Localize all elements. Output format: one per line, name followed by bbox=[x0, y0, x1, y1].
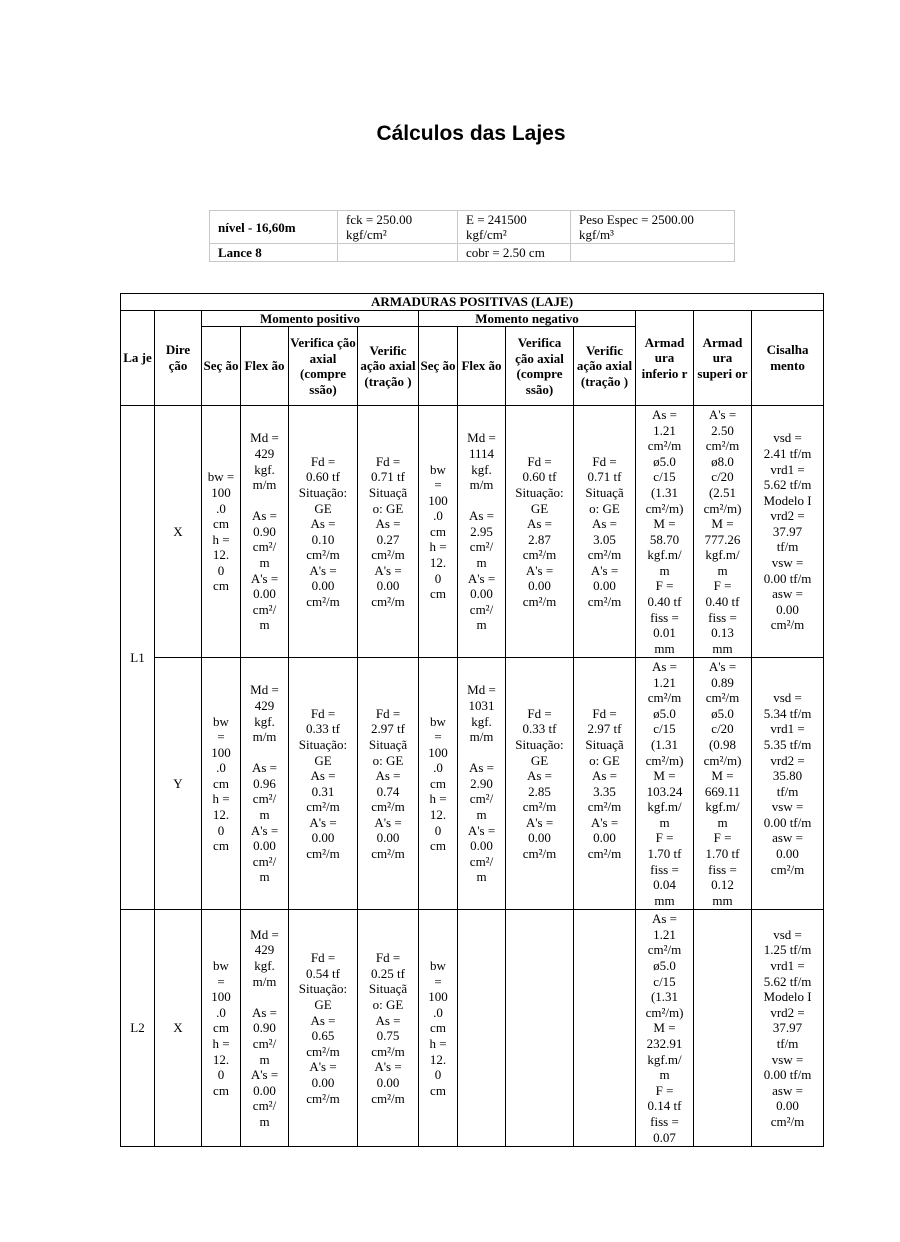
traction-neg-cell bbox=[574, 910, 636, 1147]
lower-reinforcement-cell: As = 1.21 cm²/m ø5.0 c/15 (1.31 cm²/m) M = 58.70 kgf.m/ m F = 0.40 tf fiss = 0.01 mm bbox=[636, 406, 694, 658]
page-title: Cálculos das Lajes bbox=[376, 122, 566, 145]
compression-pos-cell: Fd = 0.60 tf Situação: GE As = 0.10 cm²/m A's = 0.00 cm²/m bbox=[289, 406, 358, 658]
section-pos-cell: bw = 100 .0 cm h = 12. 0 cm bbox=[202, 910, 241, 1147]
flexion-pos-cell: Md = 429 kgf. m/m As = 0.96 cm²/ m A's = 0.00 cm²/ m bbox=[241, 658, 289, 910]
header-flexao-pos: Flex ão bbox=[241, 327, 289, 406]
direction-cell: X bbox=[155, 406, 202, 658]
table-row bbox=[121, 658, 824, 910]
traction-pos-cell: Fd = 2.97 tf Situaçã o: GE As = 0.74 cm²/m A's = 0.00 cm²/m bbox=[358, 658, 419, 910]
direction-cell: Y bbox=[155, 658, 202, 910]
header-laje: La je bbox=[121, 310, 155, 406]
section-pos-cell: bw = 100 .0 cm h = 12. 0 cm bbox=[202, 406, 241, 658]
slab-label: L1 bbox=[121, 406, 155, 910]
empty-cell bbox=[571, 244, 735, 262]
header-armadura-superior: Armad ura superi or bbox=[694, 310, 752, 406]
shear-cell: vsd = 1.25 tf/m vrd1 = 5.62 tf/m Modelo I vrd2 = 37.97 tf/m vsw = 0.00 tf/m asw = 0.00 cm²/m bbox=[752, 910, 824, 1147]
compression-neg-cell: Fd = 0.60 tf Situação: GE As = 2.87 cm²/m A's = 0.00 cm²/m bbox=[506, 406, 574, 658]
header-armadura-inferior: Armad ura inferio r bbox=[636, 310, 694, 406]
section-neg-cell: bw = 100 .0 cm h = 12. 0 cm bbox=[419, 406, 458, 658]
header-secao-neg: Seç ão bbox=[419, 327, 458, 406]
header-momento-negativo: Momento negativo bbox=[419, 310, 636, 327]
lance-label: Lance 8 bbox=[210, 244, 338, 262]
compression-pos-cell: Fd = 0.54 tf Situação: GE As = 0.65 cm²/m A's = 0.00 cm²/m bbox=[289, 910, 358, 1147]
fck-value: fck = 250.00 kgf/cm² bbox=[338, 211, 458, 244]
compression-neg-cell: Fd = 0.33 tf Situação: GE As = 2.85 cm²/m A's = 0.00 cm²/m bbox=[506, 658, 574, 910]
header-compressao-neg: Verifica ção axial (compre ssão) bbox=[506, 327, 574, 406]
header-compressao-pos: Verifica ção axial (compre ssão) bbox=[289, 327, 358, 406]
header-flexao-neg: Flex ão bbox=[458, 327, 506, 406]
specific-weight-value: Peso Espec = 2500.00 kgf/m³ bbox=[571, 211, 735, 244]
header-secao-pos: Seç ão bbox=[202, 327, 241, 406]
lower-reinforcement-cell: As = 1.21 cm²/m ø5.0 c/15 (1.31 cm²/m) M = 103.24 kgf.m/ m F = 1.70 tf fiss = 0.04 mm bbox=[636, 658, 694, 910]
section-pos-cell: bw = 100 .0 cm h = 12. 0 cm bbox=[202, 658, 241, 910]
table-row bbox=[121, 406, 824, 658]
traction-pos-cell: Fd = 0.25 tf Situaçã o: GE As = 0.75 cm²/m A's = 0.00 cm²/m bbox=[358, 910, 419, 1147]
table-row bbox=[121, 910, 824, 1147]
shear-cell: vsd = 5.34 tf/m vrd1 = 5.35 tf/m vrd2 = 35.80 tf/m vsw = 0.00 tf/m asw = 0.00 cm²/m bbox=[752, 658, 824, 910]
header-cisalhamento: Cisalha mento bbox=[752, 310, 824, 406]
flexion-pos-cell: Md = 429 kgf. m/m As = 0.90 cm²/ m A's = 0.00 cm²/ m bbox=[241, 910, 289, 1147]
section-neg-cell: bw = 100 .0 cm h = 12. 0 cm bbox=[419, 658, 458, 910]
header-tracao-neg: Verific ação axial (tração ) bbox=[574, 327, 636, 406]
header-momento-positivo: Momento positivo bbox=[202, 310, 419, 327]
lower-reinforcement-cell: As = 1.21 cm²/m ø5.0 c/15 (1.31 cm²/m) M = 232.91 kgf.m/ m F = 0.14 tf fiss = 0.07 bbox=[636, 910, 694, 1147]
flexion-neg-cell: Md = 1114 kgf. m/m As = 2.95 cm²/ m A's = 0.00 cm²/ m bbox=[458, 406, 506, 658]
reinforcement-table bbox=[120, 293, 824, 1147]
upper-reinforcement-cell: A's = 0.89 cm²/m ø5.0 c/20 (0.98 cm²/m) M = 669.11 kgf.m/ m F = 1.70 tf fiss = 0.12 mm bbox=[694, 658, 752, 910]
direction-cell: X bbox=[155, 910, 202, 1147]
parameters-table bbox=[209, 210, 735, 262]
slab-label: L2 bbox=[121, 910, 155, 1147]
flexion-pos-cell: Md = 429 kgf. m/m As = 0.90 cm²/ m A's = 0.00 cm²/ m bbox=[241, 406, 289, 658]
cover-value: cobr = 2.50 cm bbox=[458, 244, 571, 262]
level-label: nível - 16,60m bbox=[210, 211, 338, 244]
upper-reinforcement-cell bbox=[694, 910, 752, 1147]
compression-pos-cell: Fd = 0.33 tf Situação: GE As = 0.31 cm²/m A's = 0.00 cm²/m bbox=[289, 658, 358, 910]
traction-neg-cell: Fd = 0.71 tf Situaçã o: GE As = 3.05 cm²/m A's = 0.00 cm²/m bbox=[574, 406, 636, 658]
traction-pos-cell: Fd = 0.71 tf Situaçã o: GE As = 0.27 cm²/m A's = 0.00 cm²/m bbox=[358, 406, 419, 658]
compression-neg-cell bbox=[506, 910, 574, 1147]
header-tracao-pos: Verific ação axial (tração ) bbox=[358, 327, 419, 406]
table-caption: ARMADURAS POSITIVAS (LAJE) bbox=[121, 294, 824, 311]
traction-neg-cell: Fd = 2.97 tf Situaçã o: GE As = 3.35 cm²/m A's = 0.00 cm²/m bbox=[574, 658, 636, 910]
empty-cell bbox=[338, 244, 458, 262]
upper-reinforcement-cell: A's = 2.50 cm²/m ø8.0 c/20 (2.51 cm²/m) M = 777.26 kgf.m/ m F = 0.40 tf fiss = 0.13 mm bbox=[694, 406, 752, 658]
flexion-neg-cell bbox=[458, 910, 506, 1147]
shear-cell: vsd = 2.41 tf/m vrd1 = 5.62 tf/m Modelo I vrd2 = 37.97 tf/m vsw = 0.00 tf/m asw = 0.00 cm²/m bbox=[752, 406, 824, 658]
section-neg-cell: bw = 100 .0 cm h = 12. 0 cm bbox=[419, 910, 458, 1147]
flexion-neg-cell: Md = 1031 kgf. m/m As = 2.90 cm²/ m A's = 0.00 cm²/ m bbox=[458, 658, 506, 910]
elastic-modulus-value: E = 241500 kgf/cm² bbox=[458, 211, 571, 244]
header-direcao: Dire ção bbox=[155, 310, 202, 406]
